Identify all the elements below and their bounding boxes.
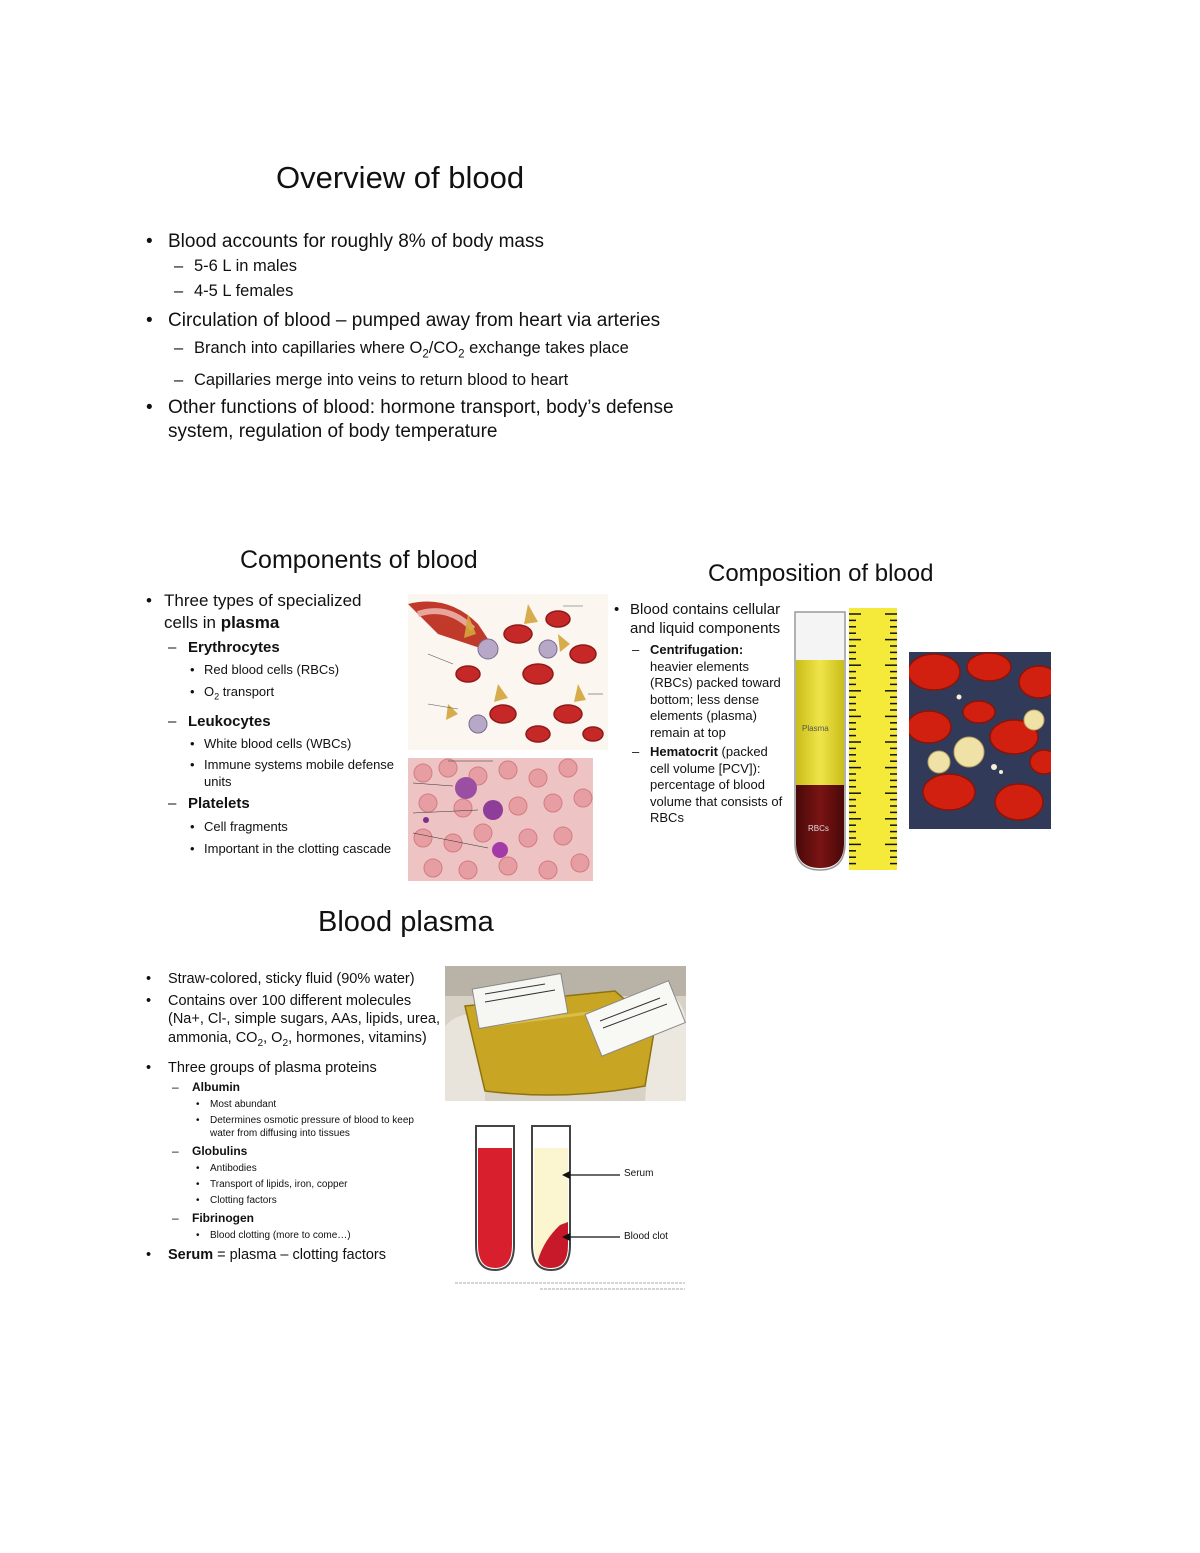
overview-sub-1a: – 5-6 L in males — [170, 254, 676, 279]
plasma-globulins: – Globulins — [168, 1144, 446, 1159]
label-pointer-lines — [560, 1165, 630, 1250]
plasma-blood-clotting: • Blood clotting (more to come…) — [194, 1229, 446, 1242]
plasma-bullet-2 — [146, 992, 446, 1053]
composition-hematocrit: – Hematocrit (packed cell volume [PCV]): percentage of blood volume that consists of RBCs — [628, 744, 786, 827]
plasma-list — [146, 970, 446, 1265]
components-platelets: – Platelets — [164, 794, 396, 814]
components-fragments: • Cell fragments — [188, 818, 396, 836]
plasma-fibrinogen: – Fibrinogen — [168, 1211, 446, 1226]
components-list — [146, 590, 396, 857]
composition-list — [614, 600, 786, 827]
centrifuge-tube — [790, 608, 850, 873]
overview-bullet-2: • Circulation of blood – pumped away from heart via arteries — [146, 309, 676, 333]
components-clotting: • Important in the clotting cascade — [188, 840, 396, 857]
measuring-ruler — [849, 608, 897, 870]
components-wbc: • White blood cells (WBCs) — [188, 735, 396, 753]
plasma-serum: • Serum = plasma – clotting factors — [146, 1246, 446, 1265]
plasma-bag-photo — [445, 966, 686, 1101]
components-intro: • Three types of specialized cells in plasma — [146, 590, 396, 634]
overview-sub-1b: – 4-5 L females — [170, 279, 676, 304]
blood-clot-label: Blood clot — [624, 1231, 668, 1242]
composition-title: Composition of blood — [708, 560, 934, 587]
plasma-bullet-1: • Straw-colored, sticky fluid (90% water) — [146, 970, 446, 989]
overview-title: Overview of blood — [276, 160, 525, 195]
components-title: Components of blood — [240, 546, 478, 574]
components-erythrocytes: – Erythrocytes — [164, 638, 396, 658]
overview-bullet-1: • Blood accounts for roughly 8% of body mass — [146, 230, 676, 254]
tube-plasma-label: Plasma — [802, 724, 829, 733]
tube-rbc-label: RBCs — [808, 824, 829, 833]
plasma-albumin: – Albumin — [168, 1080, 446, 1095]
plasma-bullet-3: • Three groups of plasma proteins — [146, 1059, 446, 1078]
components-leukocytes: – Leukocytes — [164, 712, 396, 732]
plasma-osmotic: • Determines osmotic pressure of blood to keep water from diffusing into tissues — [194, 1114, 420, 1140]
overview-list — [146, 230, 676, 444]
plasma-title: Blood plasma — [318, 906, 494, 938]
overview-sub-2a: – Branch into capillaries where $O_2/CO_2$ exchange takes place — [170, 336, 676, 366]
overview-bullet-3: • Other functions of blood: hormone transport, body’s defense system, regulation of body temperature — [146, 396, 676, 444]
plasma-b2-line2: (Na+, Cl-, simple sugars, AAs, lipids, urea, — [168, 1011, 440, 1027]
blood-smear-micrograph — [408, 758, 593, 881]
plasma-transport: • Transport of lipids, iron, copper — [194, 1178, 446, 1191]
plasma-b2-line3: ammonia, $CO_2$, $O_2$, hormones, vitamins) — [168, 1029, 427, 1049]
plasma-most-abundant: • Most abundant — [194, 1098, 446, 1111]
plasma-antibodies: • Antibodies — [194, 1162, 446, 1175]
serum-label: Serum — [624, 1168, 654, 1179]
components-rbc: • Red blood cells (RBCs) — [188, 661, 396, 679]
blood-vessel-illustration — [408, 594, 608, 750]
components-o2: • $O_2$ transport — [188, 683, 396, 706]
composition-centrifugation: – Centrifugation: heavier elements (RBCs) packed toward bottom; less dense elements (plasma) remain at top — [628, 642, 786, 741]
overview-sub-2b: – Capillaries merge into veins to return blood to heart — [170, 368, 676, 393]
composition-intro: • Blood contains cellular and liquid components — [614, 600, 786, 638]
plasma-b2-line1: • Contains over 100 different molecules — [168, 992, 412, 1009]
image-credit-lines — [455, 1280, 687, 1292]
blood-cells-sem-image — [909, 652, 1051, 829]
plasma-clotting-factors: • Clotting factors — [194, 1194, 446, 1207]
components-immune: • Immune systems mobile defense units — [188, 756, 396, 790]
